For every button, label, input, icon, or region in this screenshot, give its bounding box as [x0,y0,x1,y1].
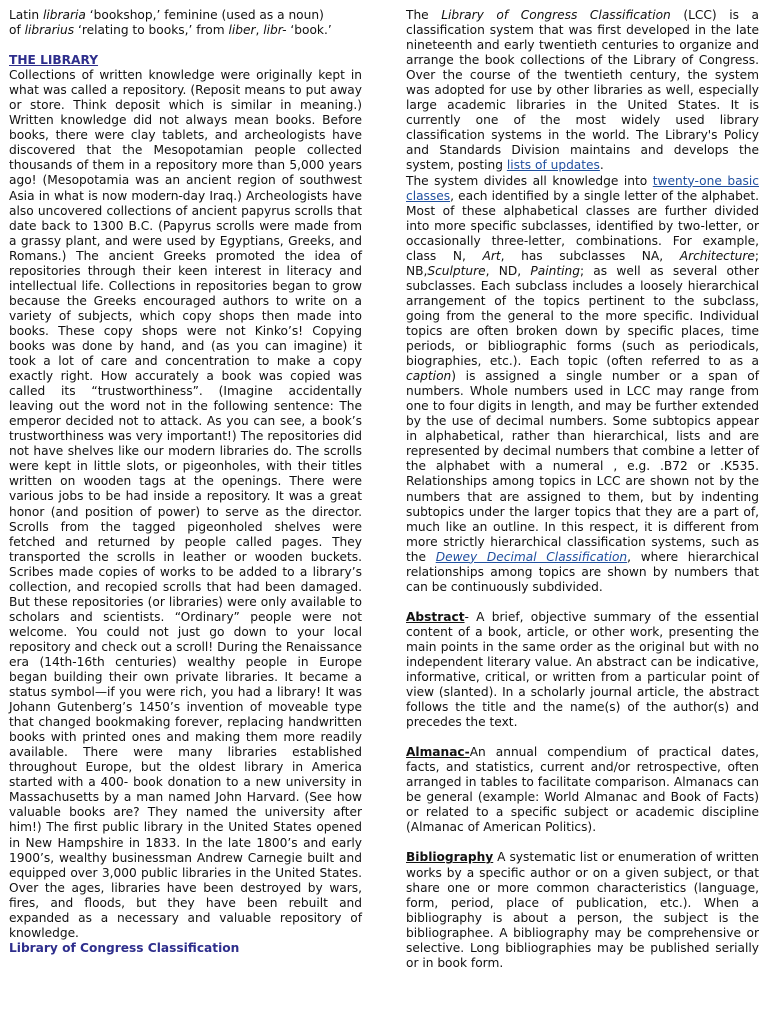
paragraph-text: , has subclasses NA, [500,248,680,263]
paragraph-text: ; NB, [406,248,760,278]
glossary-abstract [406,610,759,730]
basic-classes-link[interactable]: twenty-one basic classes [406,173,759,203]
etymology-text: of [9,23,25,38]
glossary-term: Bibliography [406,850,494,865]
lcc-title: Library of Congress Classification [441,8,671,22]
etymology-word: libraria [43,8,86,22]
etymology-word: libr- [263,23,287,38]
library-history-paragraph: Collections of written knowledge were originally kept in what was called a repository. (Reposit means to put away or store. Think deposit which is similar in meaning.) Written knowledge did not always mean books. Before books, there were clay tablets, and archeologists have discovered that the Mesopotamian people collected thousands of them in a repository more than 5,000 years ago! (Mesopotamia was an ancient region of southwest Asia in what is now modern-day Iraq.) Archeologists have also uncovered collections of ancient papyrus scrolls that date back to 1300 B.C. (Papyrus scrolls were made from a grassy plant, and were used by Egyptians, Greeks, and Romans.) The ancient Greeks promoted the idea of repositories through their keen interest in literacy and intellectual life. Collections in repositories began to grow because the Greeks encouraged authors to write on a variety of subjects, which copy shops then made into books. These copy shops were not Kinko’s! Copying books was done by hand, and (as you can imagine) it took a lot of care and concentration to make a copy exactly right. How accurately a book was copied was called its “trustworthiness”. (Imagine accidentally leaving out the word not in the following sentence: The emperor decided not to attack. As you can see, a book’s trustworthiness was very important!) The repositories did not have shelves like our modern libraries do. The scrolls were kept in little slots, or pigeonholes, with their titles written on wooden tags at the openings. There were various jobs to be had inside a repository. It was a great honor (and position of power) to serve as the director. Scrolls from the tagged pigeonholed shelves were fetched and returned by people called pages. They transported the scrolls in leather or wooden buckets. Scribes made copies of works to be added to a library’s collection, and recopied scrolls that had been damaged. But these repositories (or libraries) were only available to scholars and scientists. “Ordinary” people were not welcome. You could not just go down to your local repository and check out a scroll! During the Renaissance era (14th-16th centuries) wealthy people in Europe began building their own private libraries. It became a status symbol—if you were rich, you had a library! It was Johann Gutenberg’s 1450’s invention of moveable type that changed bookmaking forever, replacing handwritten books with printed ones and making them more readily available. There were many libraries established throughout Europe, but the oldest library in America started with a 400- book donation to a new university in Massachusetts by a man named John Harvard. (See how valuable books are? They named the university after him!) The first public library in the United States opened in New Hampshire in 1833. In the late 1800’s and early 1900’s, wealthy businessman Andrew Carnegie built and equipped over 3,000 public libraries in the United States. Over the ages, libraries have been destroyed by wars, fires, and floods, but they have been rebuilt and expanded as a necessary and valuable repository of knowledge. [9,68,362,940]
lists-of-updates-link[interactable]: lists of updates [506,158,600,173]
paragraph-text: The [406,8,442,22]
library-heading: THE LIBRARY [9,53,99,68]
etymology-text: ‘book.’ [286,23,332,38]
glossary-definition: An annual compendium of practical dates, facts, and statistics, current and/or retrospective, often arranged in tables to facilitate comparison. Almanacs can be general (example: World Almanac and Book of Facts) or related to a specific subject or academic discipline (Almanac of American Politics). [406,745,759,835]
subclass-name: Architecture [679,248,755,263]
glossary-term: Abstract [406,609,465,624]
lcc-heading: Library of Congress Classification [9,940,240,955]
lcc-intro-paragraph [406,8,759,174]
caption-term: caption [406,369,452,384]
paragraph-text: , ND, [485,263,531,278]
glossary-almanac [406,745,759,835]
right-column [406,8,759,971]
lcc-classes-paragraph [406,174,759,595]
etymology-word: liber [228,23,256,38]
paragraph-text: , each identified by a single letter of the alphabet. Most of these alphabetical classes are further divided into more specific subclasses, identified by two-letter, or occasionally three-letter, combinations. For example, class N, [406,188,759,263]
paragraph-text: (LCC) is a classification system that was first developed in the late nineteenth and early twentieth centuries to organize and arrange the book collections of the Library of Congress. Over the course of the twentieth century, the system was adopted for use by other libraries as well, especially large academic libraries in the United States. It is currently one of the most widely used library classification systems in the world. The Library's Policy and Standards Division maintains and develops the system, posting [406,8,759,173]
etymology-text: Latin [9,8,44,22]
glossary-definition: - A brief, objective summary of the essential content of a book, article, or other work, presenting the main points in the same order as the original but with no independent literary value. An abstract can be indicative, informative, critical, or written from a particular point of view (slanted). In a scholarly journal article, the abstract follows the title and the name(s) of the author(s) and precedes the text. [406,609,759,730]
paragraph-text: , where hierarchical relationships among topics are shown by numbers that can be continuously subdivided. [406,549,759,594]
etymology-text: ‘relating to books,’ from [74,23,229,38]
glossary-term: Almanac- [406,745,470,760]
subclass-name: Sculpture [427,263,486,278]
etymology-word: librarius [24,23,75,38]
glossary-definition: A systematic list or enumeration of written works by a specific author or on a given subject, or that share one or more common characteristics (language, form, period, place of publication, etc.). When a bibliography is about a person, the subject is the bibliographee. A bibliography may be comprehensive or selective. Long bibliographies may be published serially or in book form. [406,850,759,970]
etymology-text: , [255,23,264,38]
etymology-note [9,8,362,38]
paragraph-text: The system divides all knowledge into [406,173,653,188]
dewey-decimal-link[interactable]: Dewey Decimal Classification [435,549,628,564]
etymology-text: ‘bookshop,’ feminine (used as a noun) [85,8,324,22]
subclass-name: Painting [530,263,580,278]
glossary-bibliography [406,850,759,970]
left-column [9,8,362,956]
paragraph-text: ) is assigned a single number or a span of numbers. Whole numbers used in LCC may range from one to four digits in length, and may be further extended by the use of decimal numbers. Some subtopics appear in alphabetical, rather than hierarchical, lists and are represented by decimal numbers that combine a letter of the alphabet with a numeral , e.g. .B72 or .K535. Relationships among topics in LCC are shown not by the numbers that are assigned to them, but by indenting subtopics under the larger topics that they are a part of, much like an outline. In this respect, it is different from more strictly hierarchical classification systems, such as the [406,369,759,564]
paragraph-text: ; as well as several other subclasses. Each subclass includes a loosely hierarchical arrangement of the topics pertinent to the subclass, going from the general to the more specific. Individual topics are often broken down by specific places, time periods, or bibliographic forms (such as periodicals, biographies, etc.). Each topic (often referred to as a [406,263,760,369]
paragraph-text: . [599,158,604,173]
subclass-name: Art [482,248,501,263]
